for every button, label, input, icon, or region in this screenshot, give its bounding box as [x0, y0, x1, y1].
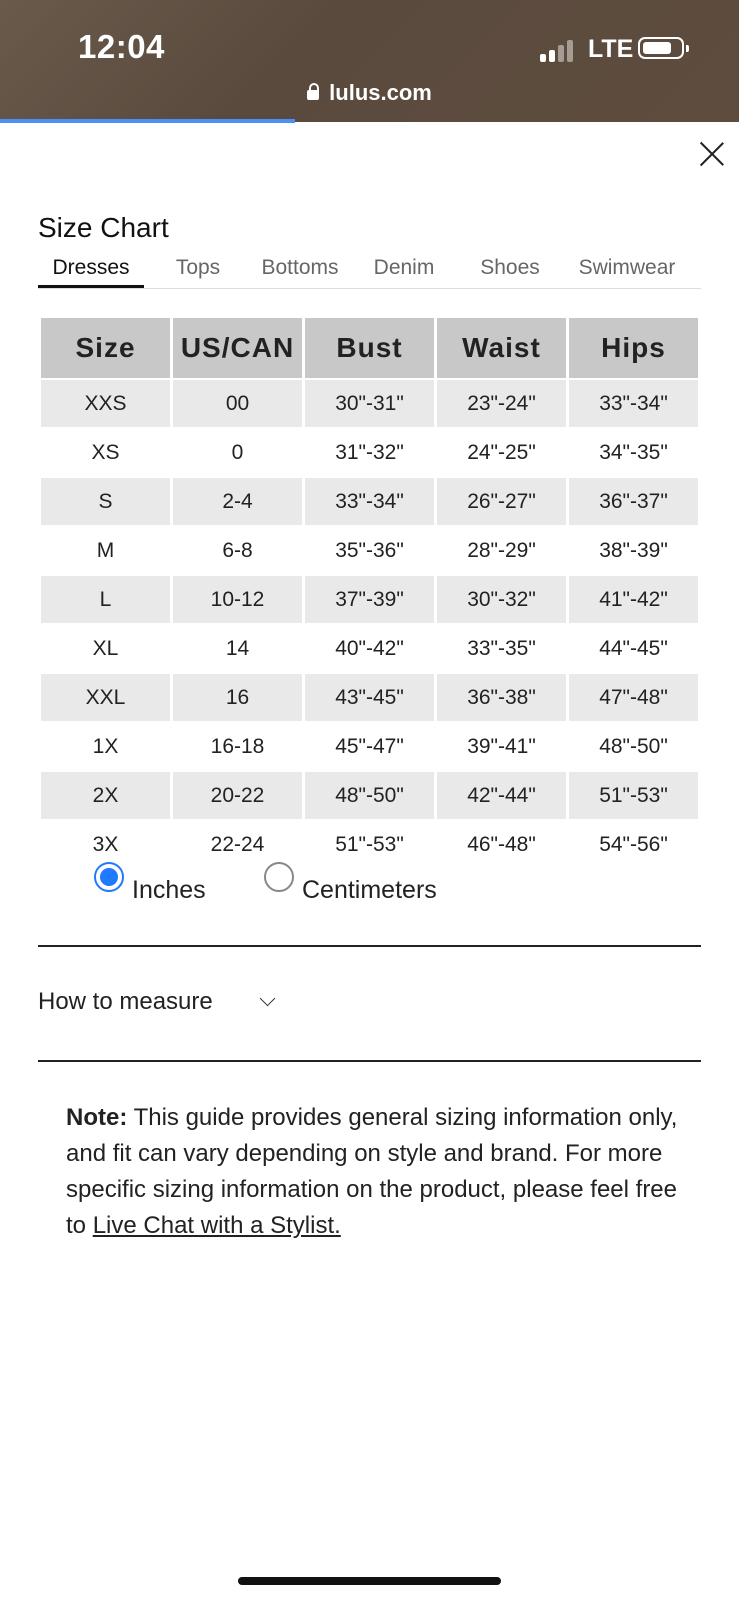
table-cell: L	[41, 576, 170, 623]
signal-icon	[540, 40, 580, 62]
table-cell: 0	[231, 440, 244, 464]
table-cell: 51"-53"	[569, 772, 698, 819]
table-cell: 16-18	[210, 734, 265, 758]
inches-radio[interactable]	[94, 862, 124, 892]
divider	[38, 1060, 701, 1062]
table-cell: 48"-50"	[305, 772, 434, 819]
divider	[38, 945, 701, 947]
table-row	[41, 674, 698, 721]
table-header-row	[41, 318, 698, 378]
table-cell: 30"-31"	[305, 380, 434, 427]
table-cell: S	[41, 478, 170, 525]
lock-icon	[307, 90, 319, 100]
table-row	[41, 625, 698, 672]
clock: 12:04	[78, 28, 165, 65]
table-cell: 31"-32"	[335, 440, 404, 464]
table-cell: 24"-25"	[467, 440, 536, 464]
live-chat-link[interactable]: Live Chat with a Stylist.	[92, 1212, 341, 1239]
close-icon[interactable]	[698, 140, 726, 168]
table-row	[41, 576, 698, 623]
table-cell: 39"-41"	[467, 734, 536, 758]
tab-shoes[interactable]: Shoes	[480, 256, 540, 279]
table-cell: 33"-34"	[305, 478, 434, 525]
table-cell: 26"-27"	[437, 478, 566, 525]
table-cell: 3X	[92, 832, 119, 856]
page-title: Size Chart	[38, 212, 169, 243]
table-cell: 33"-35"	[467, 636, 536, 660]
table-cell: 14	[225, 636, 250, 660]
table-cell: 51"-53"	[335, 832, 404, 856]
status-bar	[0, 0, 739, 122]
column-header: Hips	[569, 318, 698, 378]
table-cell: 34"-35"	[599, 440, 668, 464]
inches-label[interactable]: Inches	[132, 876, 206, 904]
table-cell: 36"-37"	[569, 478, 698, 525]
table-cell: 30"-32"	[437, 576, 566, 623]
url-text: lulus.com	[329, 80, 432, 105]
table-cell: XXL	[41, 674, 170, 721]
table-cell: 44"-45"	[599, 636, 668, 660]
table-cell: 10-12	[173, 576, 302, 623]
table-row	[41, 380, 698, 427]
table-cell: 2-4	[173, 478, 302, 525]
column-header: Bust	[305, 318, 434, 378]
table-row	[41, 821, 698, 868]
sizing-note	[66, 1100, 686, 1244]
table-cell: XXS	[41, 380, 170, 427]
tab-swimwear[interactable]: Swimwear	[578, 256, 676, 279]
column-header: Waist	[437, 318, 566, 378]
table-cell: 40"-42"	[335, 636, 404, 660]
table-row	[41, 723, 698, 770]
table-row	[41, 478, 698, 525]
table-cell: 41"-42"	[569, 576, 698, 623]
column-header: US/CAN	[173, 318, 302, 378]
table-cell: 23"-24"	[437, 380, 566, 427]
category-tabs	[38, 256, 701, 289]
table-cell: 33"-34"	[569, 380, 698, 427]
table-cell: M	[96, 538, 115, 562]
table-cell: 36"-38"	[437, 674, 566, 721]
table-cell: 00	[173, 380, 302, 427]
table-cell: 48"-50"	[599, 734, 668, 758]
home-indicator[interactable]	[238, 1577, 501, 1585]
table-cell: 20-22	[173, 772, 302, 819]
table-cell: 46"-48"	[467, 832, 536, 856]
table-cell: 22-24	[210, 832, 265, 856]
active-tab-indicator	[38, 285, 144, 288]
network-label: LTE	[588, 35, 634, 63]
tab-tops[interactable]: Tops	[175, 256, 221, 279]
table-row	[41, 527, 698, 574]
table-cell: 35"-36"	[335, 538, 404, 562]
tab-bottoms[interactable]: Bottoms	[261, 256, 339, 279]
note-label: Note:	[66, 1104, 128, 1131]
size-table	[38, 316, 701, 870]
table-cell: 54"-56"	[599, 832, 668, 856]
table-cell: 16	[173, 674, 302, 721]
table-cell: XL	[92, 636, 119, 660]
table-cell: 6-8	[222, 538, 253, 562]
chevron-down-icon[interactable]	[260, 991, 276, 1007]
table-row	[41, 429, 698, 476]
page-load-progress	[0, 119, 295, 123]
table-cell: 1X	[92, 734, 119, 758]
centimeters-label[interactable]: Centimeters	[302, 876, 437, 904]
table-cell: 47"-48"	[569, 674, 698, 721]
table-row	[41, 772, 698, 819]
centimeters-radio[interactable]	[264, 862, 294, 892]
table-cell: 38"-39"	[599, 538, 668, 562]
battery-icon	[638, 37, 684, 59]
table-cell: 42"-44"	[437, 772, 566, 819]
tab-denim[interactable]: Denim	[373, 256, 435, 279]
table-cell: 45"-47"	[335, 734, 404, 758]
table-cell: 37"-39"	[305, 576, 434, 623]
table-cell: XS	[91, 440, 120, 464]
column-header: Size	[41, 318, 170, 378]
table-cell: 43"-45"	[305, 674, 434, 721]
table-cell: 2X	[41, 772, 170, 819]
note-text: This guide provides general sizing information only, and fit can vary depending on style and brand. For more specific sizing information on the product, please feel free to	[66, 1104, 678, 1239]
how-to-measure-toggle[interactable]: How to measure	[38, 988, 213, 1015]
address-bar[interactable]	[0, 80, 739, 106]
tab-dresses[interactable]: Dresses	[52, 256, 130, 279]
table-cell: 28"-29"	[467, 538, 536, 562]
